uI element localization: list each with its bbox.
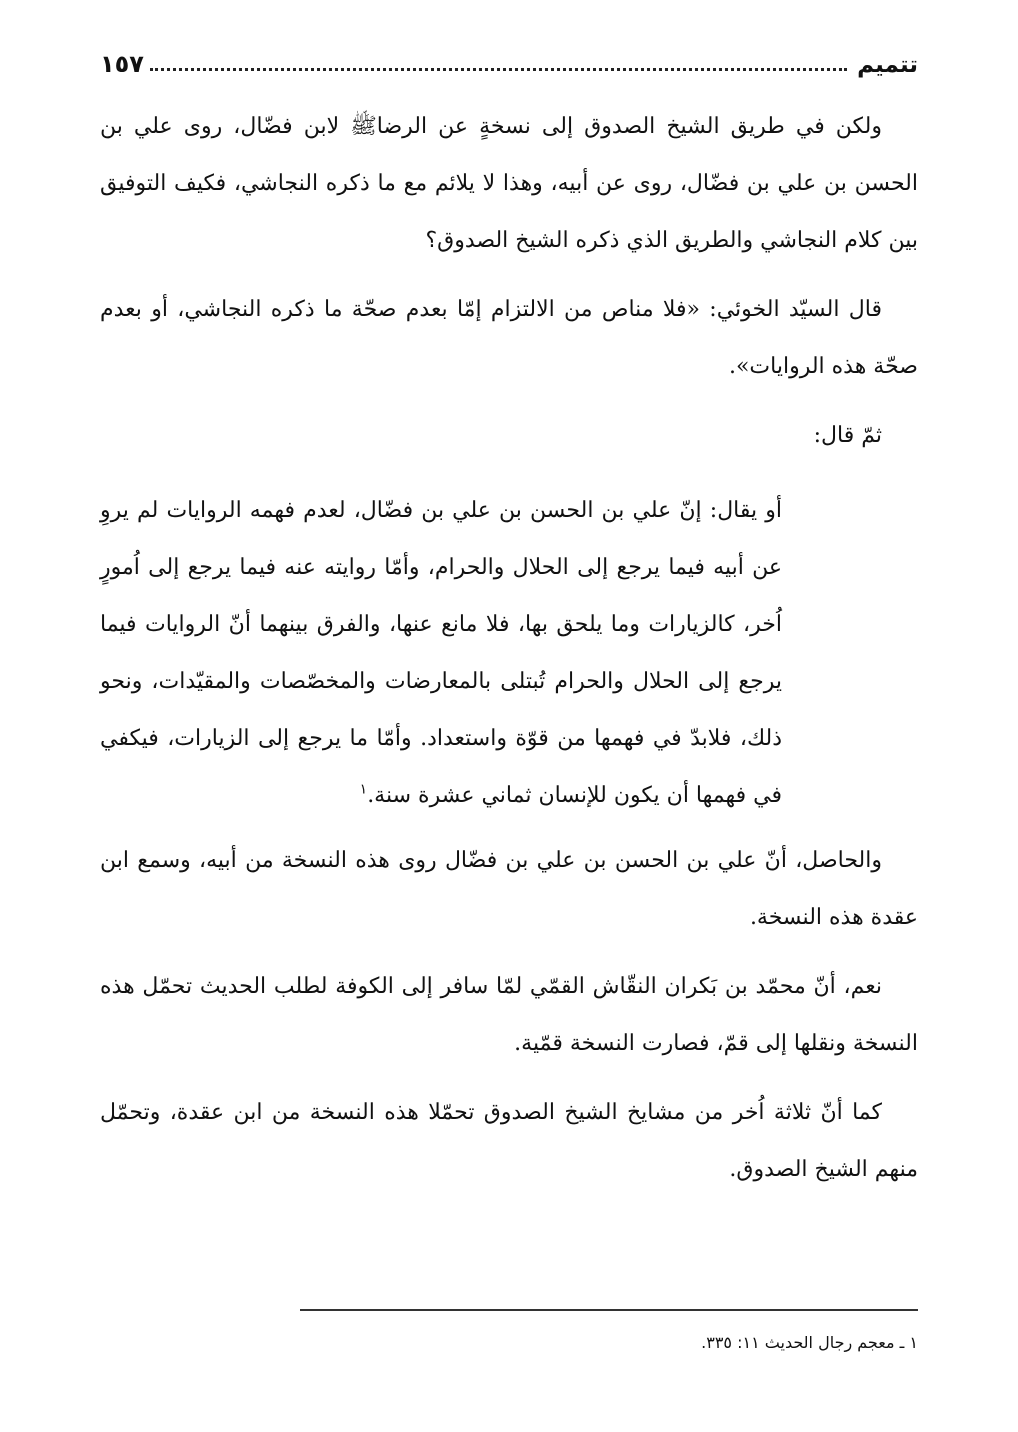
paragraph-3: ثمّ قال:	[813, 423, 882, 448]
paragraph-4: والحاصل، أنّ علي بن الحسن بن علي بن فضّال روى هذه النسخة من أبيه، وسمع ابن عقدة هذه النسخة.	[100, 848, 918, 930]
quote-text: أو يقال: إنّ علي بن الحسن بن علي بن فضّال، لعدم فهمه الروايات لم يروِ عن أبيه فيما يرجع إلى الحلال والحرام، وأمّا روايته عنه فيما يرجع إلى اُمورٍ اُخر، كالزيارات وما يلحق بها، فلا مانع عنها، والفرق بينهما أنّ الروايات فيما يرجع إلى الحلال والحرام تُبتلى بالمعارضات والمخصّصات والمقيّدات، ونحو ذلك، فلابدّ في فهمها من قوّة واستعداد. وأمّا ما يرجع إلى الزيارات، فيكفي في فهمها أن يكون للإنسان ثماني عشرة سنة.	[100, 498, 782, 808]
block-quote	[100, 482, 782, 824]
main-text	[100, 98, 918, 1210]
quote-body	[100, 482, 782, 824]
paragraph-1: ولكن في طريق الشيخ الصدوق إلى نسخةٍ عن الرضاﷺ لابن فضّال، روى علي بن الحسن بن علي بن فضّال، روى عن أبيه، وهذا لا يلائم مع ما ذكره النجاشي، فكيف التوفيق بين كلام النجاشي والطريق الذي ذكره الشيخ الصدوق؟	[100, 114, 918, 253]
paragraph-6: كما أنّ ثلاثة اُخر من مشايخ الشيخ الصدوق تحمّلا هذه النسخة من ابن عقدة، وتحمّل منهم الشيخ الصدوق.	[100, 1100, 918, 1182]
footnote-separator	[300, 1309, 918, 1311]
header-dotted-leader	[150, 68, 847, 71]
header-title: تتميم	[857, 52, 918, 78]
page-number: ١٥٧	[100, 50, 144, 78]
footnote-reference[interactable]: ١	[359, 781, 368, 798]
running-header	[100, 38, 918, 78]
paragraph-2: قال السيّد الخوئي: «فلا مناص من الالتزام إمّا بعدم صحّة ما ذكره النجاشي، أو بعدم صحّة هذه الروايات».	[100, 297, 918, 379]
paragraph-5: نعم، أنّ محمّد بن بَكران النقّاش القمّي لمّا سافر إلى الكوفة لطلب الحديث تحمّل هذه النسخة ونقلها إلى قمّ، فصارت النسخة قمّية.	[100, 974, 918, 1056]
footnote: ١ ـ معجم رجال الحديث ١١: ٣٣٥.	[701, 1333, 918, 1352]
